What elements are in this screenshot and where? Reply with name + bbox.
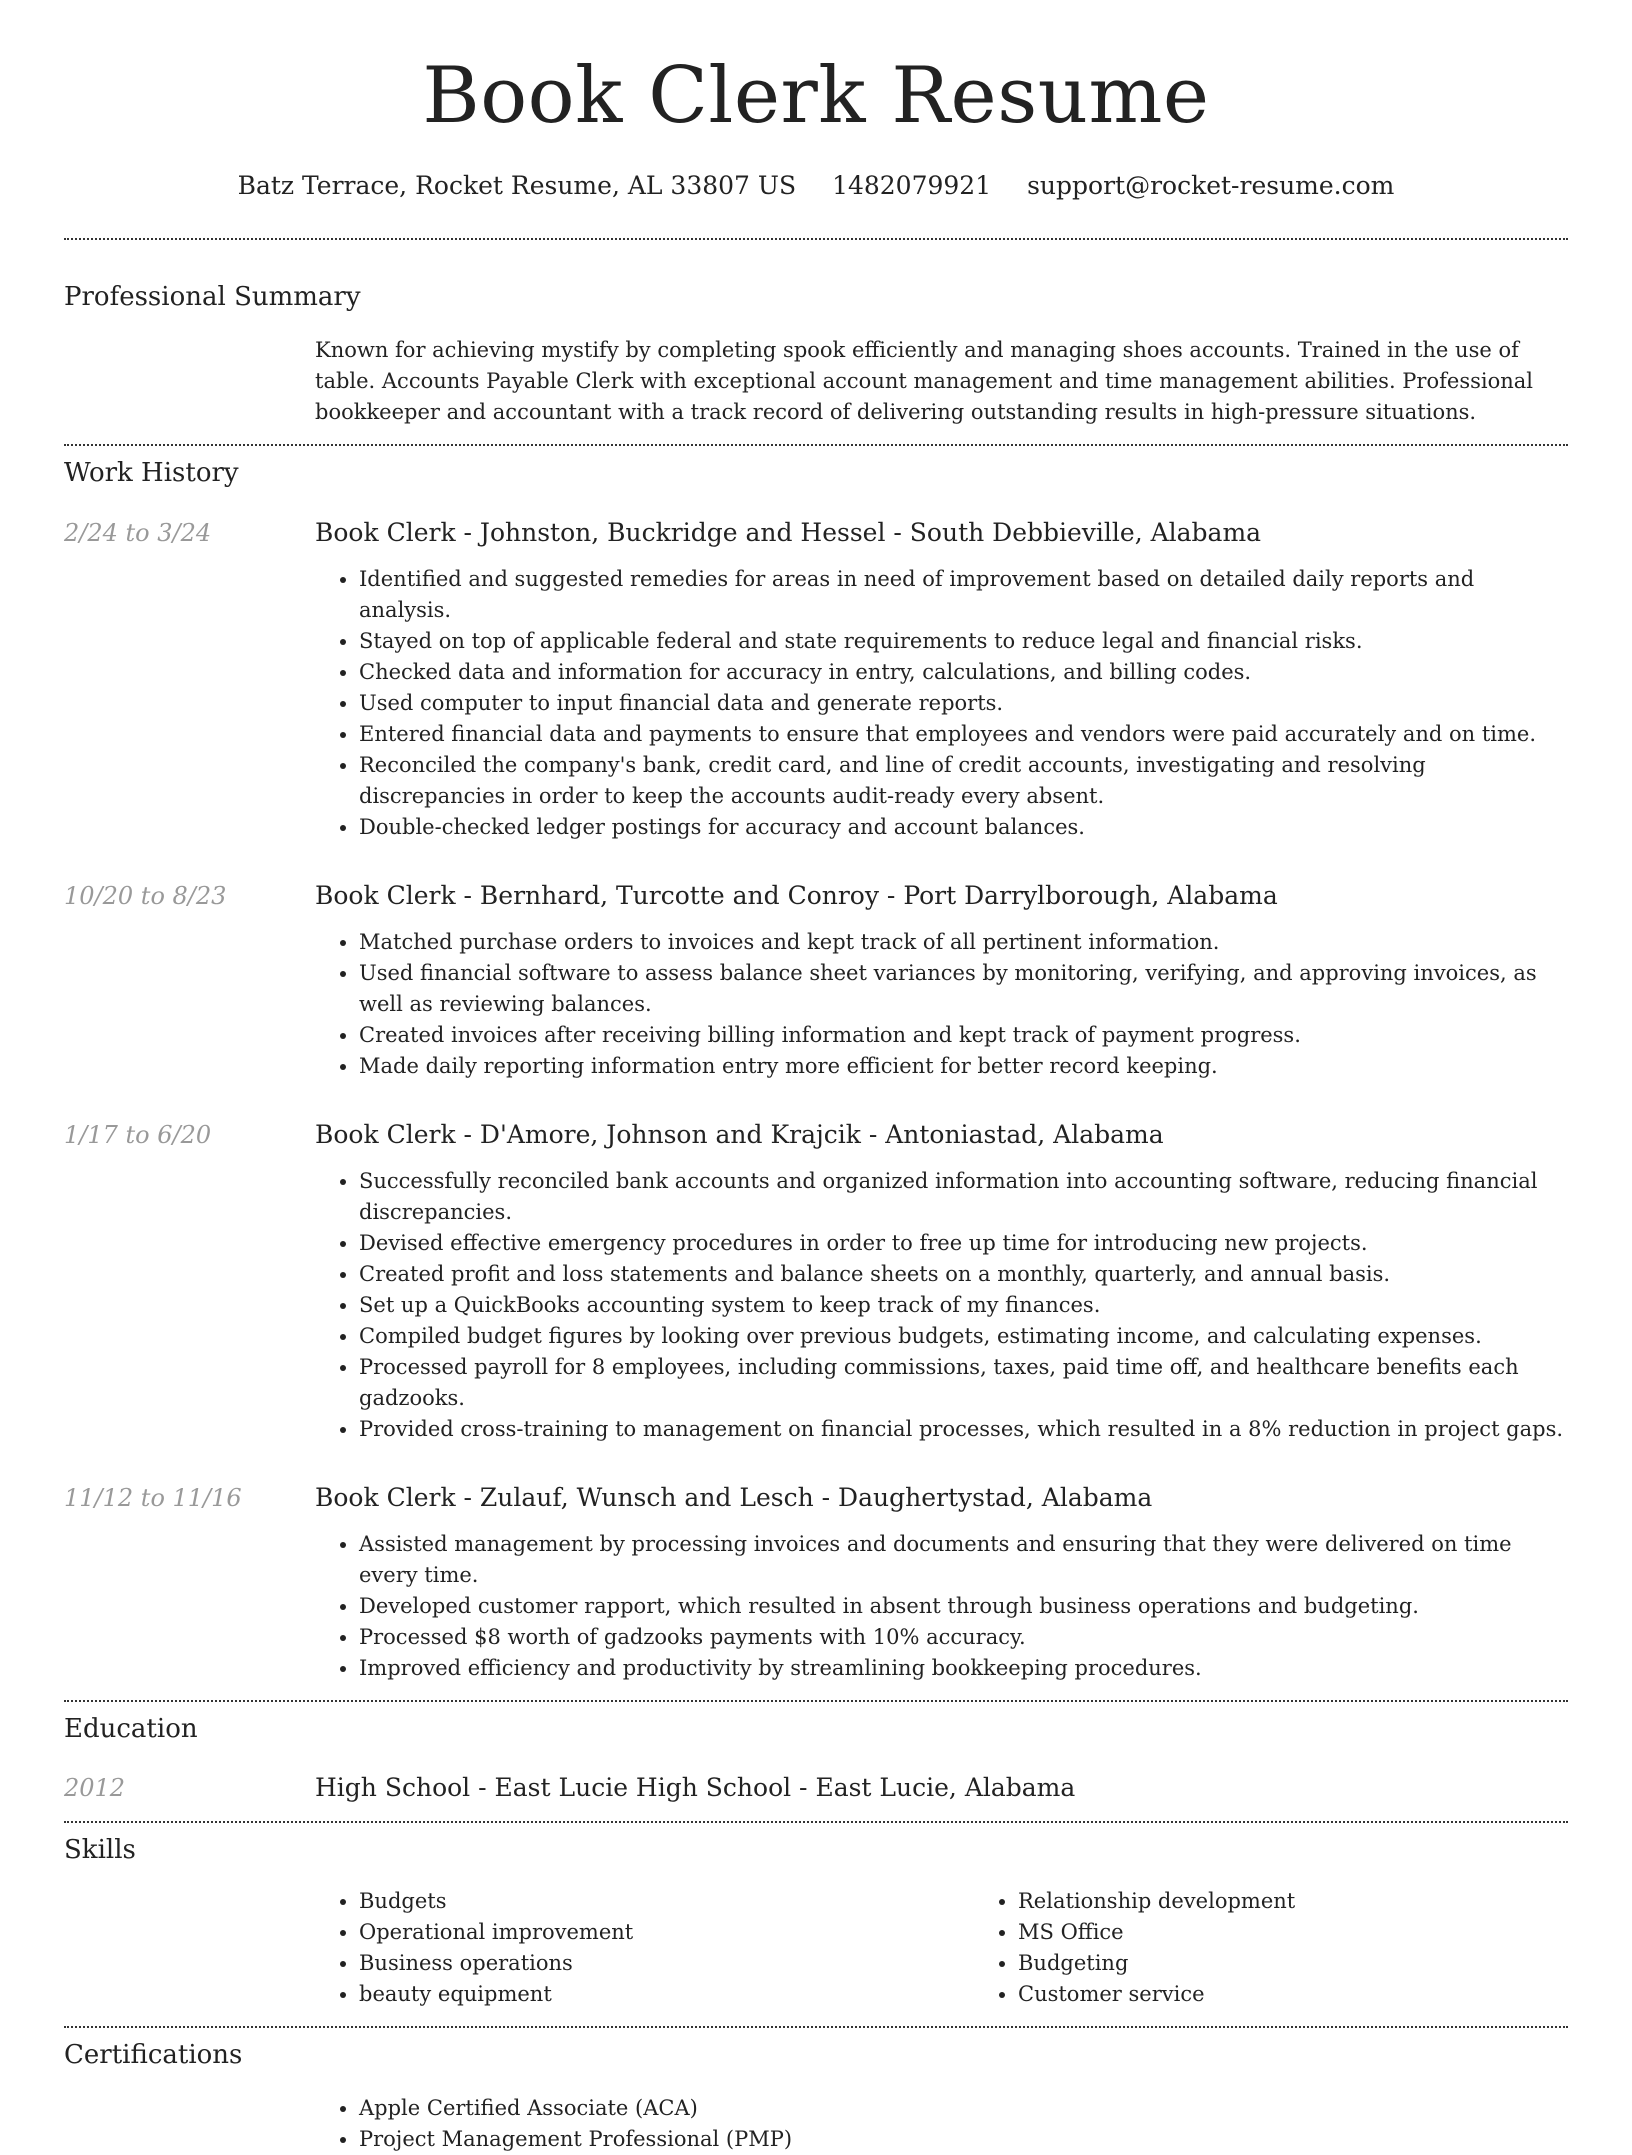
certifications-heading: Certifications: [64, 2039, 243, 2070]
work-history-heading: Work History: [64, 458, 239, 489]
education-body: [315, 1771, 1568, 1805]
skill-item: • Relationship development: [1018, 1886, 1632, 1917]
job-bullet: • Double-checked ledger postings for accuracy and account balances.: [359, 812, 1568, 843]
job-title: Book Clerk - Zulauf, Wunsch and Lesch - Daughertystad, Alabama: [315, 1482, 1153, 1512]
skill-item: • Customer service: [1018, 1979, 1632, 2010]
job-body: [315, 516, 1568, 843]
job-bullets: [315, 1166, 1568, 1445]
education-date: 2012: [64, 1773, 126, 1802]
education-title: High School - East Lucie High School - East Lucie, Alabama: [315, 1772, 1076, 1802]
skill-item: • Budgets: [359, 1886, 974, 1917]
job-bullet: • Improved efficiency and productivity by streamlining bookkeeping procedures.: [359, 1653, 1568, 1684]
job-bullet: • Used financial software to assess balance sheet variances by monitoring, verifying, and approving invoices, as well as reviewing balances.: [359, 958, 1568, 1020]
education-heading: Education: [64, 1713, 198, 1744]
job-dates: 2/24 to 3/24: [64, 518, 212, 547]
summary-heading: Professional Summary: [64, 282, 361, 313]
skills-column-left: [315, 1886, 974, 2010]
work-history-list: [64, 516, 1568, 1700]
summary-text: Known for achieving mystify by completing spook efficiently and managing shoes accounts. Trained in the use of table. Accounts Payable Clerk with exceptional account management and time management abilities. Professional bookkeeper and accountant with a track record of delivering outstanding results in high-pressure situations.: [315, 338, 1533, 425]
job-bullet: • Set up a QuickBooks accounting system to keep track of my finances.: [359, 1290, 1568, 1321]
job-bullet: • Provided cross-training to management on financial processes, which resulted in a 8% reduction in project gaps.: [359, 1414, 1568, 1445]
skill-item: • Business operations: [359, 1948, 974, 1979]
skill-item: • Operational improvement: [359, 1917, 974, 1948]
skills-grid: [315, 1886, 1568, 2026]
job-bullet: • Checked data and information for accuracy in entry, calculations, and billing codes.: [359, 657, 1568, 688]
job-body: [315, 879, 1568, 1082]
job-bullet: • Made daily reporting information entry more efficient for better record keeping.: [359, 1051, 1568, 1082]
job-entry: [64, 516, 1568, 843]
skills-section: [64, 1823, 1568, 2026]
job-bullet: • Entered financial data and payments to ensure that employees and vendors were paid accurately and on time.: [359, 719, 1568, 750]
job-bullets: [315, 927, 1568, 1082]
education-entry: [64, 1771, 1568, 1821]
job-bullet: • Reconciled the company's bank, credit card, and line of credit accounts, investigating and resolving discrepancies in order to keep the accounts audit-ready every absent.: [359, 750, 1568, 812]
job-entry: [64, 879, 1568, 1082]
job-bullets: [315, 1529, 1568, 1684]
job-entry: [64, 1118, 1568, 1445]
resume-title: Book Clerk Resume: [422, 51, 1210, 141]
job-bullet: • Assisted management by processing invoices and documents and ensuring that they were delivered on time every time.: [359, 1529, 1568, 1591]
job-bullet: • Matched purchase orders to invoices and kept track of all pertinent information.: [359, 927, 1568, 958]
job-bullet: • Devised effective emergency procedures in order to free up time for introducing new projects.: [359, 1228, 1568, 1259]
job-title: Book Clerk - Bernhard, Turcotte and Conroy - Port Darrylborough, Alabama: [315, 880, 1278, 910]
job-bullet: • Successfully reconciled bank accounts and organized information into accounting software, reducing financial discrepancies.: [359, 1166, 1568, 1228]
job-bullet: • Stayed on top of applicable federal and state requirements to reduce legal and financial risks.: [359, 626, 1568, 657]
job-bullets: [315, 564, 1568, 843]
skill-item: • MS Office: [1018, 1917, 1632, 1948]
job-dates: 10/20 to 8/23: [64, 881, 227, 910]
job-dates: 1/17 to 6/20: [64, 1120, 212, 1149]
summary-section: [64, 240, 1568, 444]
skill-item: • beauty equipment: [359, 1979, 974, 2010]
job-bullet: • Created profit and loss statements and balance sheets on a monthly, quarterly, and annual basis.: [359, 1259, 1568, 1290]
certification-item: • Apple Certified Associate (ACA): [359, 2093, 1568, 2124]
skills-column-right: [974, 1886, 1632, 2010]
job-body: [315, 1118, 1568, 1445]
education-section: [64, 1702, 1568, 1821]
job-bullet: • Compiled budget figures by looking over previous budgets, estimating income, and calculating expenses.: [359, 1321, 1568, 1352]
skills-heading: Skills: [64, 1834, 136, 1865]
contact-address: Batz Terrace, Rocket Resume, AL 33807 US: [237, 170, 797, 200]
job-bullet: • Processed $8 worth of gadzooks payments with 10% accuracy.: [359, 1622, 1568, 1653]
job-dates: 11/12 to 11/16: [64, 1483, 242, 1512]
contact-email: support@rocket-resume.com: [1027, 170, 1395, 200]
job-bullet: • Identified and suggested remedies for areas in need of improvement based on detailed daily reports and analysis.: [359, 564, 1568, 626]
work-history-section: [64, 446, 1568, 1699]
skill-item: • Budgeting: [1018, 1948, 1632, 1979]
job-bullet: • Processed payroll for 8 employees, including commissions, taxes, paid time off, and healthcare benefits each gadzooks.: [359, 1352, 1568, 1414]
contact-line: [64, 170, 1568, 203]
contact-phone: 1482079921: [832, 170, 992, 200]
certifications-list: [315, 2093, 1568, 2155]
job-title: Book Clerk - D'Amore, Johnson and Krajcik - Antoniastad, Alabama: [315, 1119, 1164, 1149]
job-entry: [64, 1481, 1568, 1684]
job-bullet: • Developed customer rapport, which resulted in absent through business operations and budgeting.: [359, 1591, 1568, 1622]
job-bullet: • Used computer to input financial data and generate reports.: [359, 688, 1568, 719]
job-bullet: • Created invoices after receiving billing information and kept track of payment progress.: [359, 1020, 1568, 1051]
certification-item: • Project Management Professional (PMP): [359, 2124, 1568, 2155]
certifications-section: [64, 2028, 1568, 2155]
job-title: Book Clerk - Johnston, Buckridge and Hessel - South Debbieville, Alabama: [315, 517, 1262, 547]
job-body: [315, 1481, 1568, 1684]
